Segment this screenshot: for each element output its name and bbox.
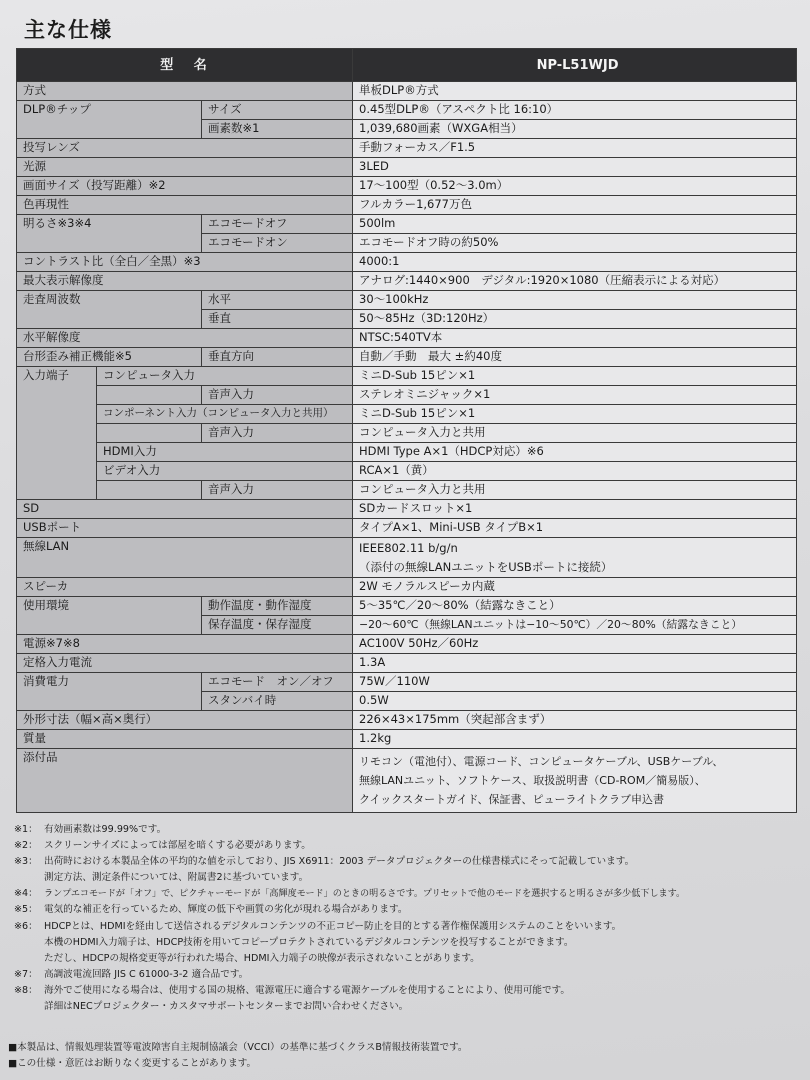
spec-label: USBポート xyxy=(17,519,353,538)
spec-sublabel: 動作温度・動作湿度 xyxy=(202,597,353,616)
spec-label: 走査周波数 xyxy=(17,291,202,329)
footnote-text: ランプエコモードが「オフ」で、ピクチャーモードが「高輝度モード」のときの明るさです。プリセットで他のモードを選択すると明るさが多少低下します。 xyxy=(44,889,686,900)
spec-header-row xyxy=(17,49,797,82)
header-model-number: NP-L51WJD xyxy=(353,49,797,82)
spec-sublabel: サイズ xyxy=(202,101,353,120)
spec-value: コンピュータ入力と共用 xyxy=(353,481,797,500)
spec-row xyxy=(17,481,797,500)
spec-value: 50〜85Hz（3D:120Hz） xyxy=(353,310,797,329)
footnote-mark: ※4： xyxy=(14,888,38,900)
spec-value: 1.2kg xyxy=(353,730,797,749)
spec-value: 自動／手動 最大 ±約40度 xyxy=(353,348,797,367)
spec-row xyxy=(17,749,797,813)
spec-row xyxy=(17,711,797,730)
spec-value-line: 無線LANユニット、ソフトケース、取扱説明書（CD-ROM／簡易版）、 xyxy=(359,774,706,787)
footnote-mark: ※1： xyxy=(14,824,38,835)
spec-label: 入力端子 xyxy=(17,367,97,500)
spec-label: 光源 xyxy=(17,158,353,177)
spec-group-label: ビデオ入力 xyxy=(97,462,353,481)
spec-value-line: （添付の無線LANユニットをUSBポートに接続） xyxy=(359,560,613,574)
spec-label: DLP®チップ xyxy=(17,101,202,139)
spec-value: 75W／110W xyxy=(353,673,797,692)
footnote-continued: ただし、HDCPの規格変更等が行われた場合、HDMI入力端子の映像が表示されないことがあります。 xyxy=(44,952,480,964)
spec-row xyxy=(17,386,797,405)
spec-row xyxy=(17,405,797,424)
spec-row xyxy=(17,673,797,692)
spec-group-label: HDMI入力 xyxy=(97,443,353,462)
spec-label: 最大表示解像度 xyxy=(17,272,353,291)
footnote-mark: ※8： xyxy=(14,984,38,996)
spec-value: AC100V 50Hz／60Hz xyxy=(353,635,797,654)
spec-label: 無線LAN xyxy=(17,538,353,578)
spec-value: 30〜100kHz xyxy=(353,291,797,310)
spec-group-label: コンピュータ入力 xyxy=(97,367,353,386)
footnote-text: 電気的な補正を行っているため、輝度の低下や画質の劣化が現れる場合があります。 xyxy=(44,904,408,916)
spec-row xyxy=(17,519,797,538)
spec-row xyxy=(17,272,797,291)
footnote xyxy=(14,838,804,854)
spec-row xyxy=(17,730,797,749)
spec-sublabel: 音声入力 xyxy=(202,386,353,405)
spec-row xyxy=(17,177,797,196)
spec-value: 5〜35℃／20〜80%（結露なきこと） xyxy=(353,597,797,616)
footnote-continued: 詳細はNECプロジェクター・カスタマサポートセンターまでお問い合わせください。 xyxy=(44,1001,409,1013)
spec-value-line: IEEE802.11 b/g/n xyxy=(359,541,458,555)
spec-row xyxy=(17,329,797,348)
spec-row xyxy=(17,291,797,310)
spec-group-label: コンポーネント入力（コンピュータ入力と共用） xyxy=(97,405,353,424)
spec-row xyxy=(17,500,797,519)
spec-row xyxy=(17,253,797,272)
footnote xyxy=(14,902,804,918)
spec-blank xyxy=(97,386,202,405)
footnote-mark: ※6： xyxy=(14,920,38,932)
spec-value: 1.3A xyxy=(353,654,797,673)
spec-label: 電源※7※8 xyxy=(17,635,353,654)
spec-row xyxy=(17,348,797,367)
footnote-continued: 測定方法、測定条件については、附属書2に基づいています。 xyxy=(44,872,309,884)
footnote-text: 高調波電流回路 JIS C 61000-3-2 適合品です。 xyxy=(44,968,249,980)
spec-sublabel: スタンバイ時 xyxy=(202,692,353,711)
spec-row xyxy=(17,158,797,177)
spec-sublabel: 音声入力 xyxy=(202,481,353,500)
footnote-continued: 本機のHDMI入力端子は、HDCP技術を用いてコピープロテクトされているデジタルコンテンツを投写することができます。 xyxy=(44,936,574,948)
header-model-name-label: 型 名 xyxy=(17,49,353,82)
spec-value: ステレオミニジャック×1 xyxy=(353,386,797,405)
spec-label: 台形歪み補正機能※5 xyxy=(17,348,202,367)
spec-label: 方式 xyxy=(17,82,353,101)
spec-value: アナログ:1440×900 デジタル:1920×1080（圧縮表示による対応） xyxy=(353,272,797,291)
footnote-text: HDCPとは、HDMIを経由して送信されるデジタルコンテンツの不正コピー防止を目的とする著作権保護用システムのことをいいます。 xyxy=(44,920,622,932)
spec-value: 3LED xyxy=(353,158,797,177)
spec-value: 手動フォーカス／F1.5 xyxy=(353,139,797,158)
footnote xyxy=(14,919,804,935)
spec-sublabel: エコモード オン／オフ xyxy=(202,673,353,692)
spec-label: 使用環境 xyxy=(17,597,202,635)
spec-value xyxy=(353,538,797,578)
spec-value: 単板DLP®方式 xyxy=(353,82,797,101)
spec-value xyxy=(353,749,797,813)
spec-row xyxy=(17,538,797,578)
spec-sublabel: 水平 xyxy=(202,291,353,310)
spec-value: 17〜100型（0.52〜3.0m） xyxy=(353,177,797,196)
spec-sublabel: 垂直方向 xyxy=(202,348,353,367)
spec-value: 0.5W xyxy=(353,692,797,711)
spec-value: フルカラー1,677万色 xyxy=(353,196,797,215)
spec-row xyxy=(17,215,797,234)
spec-table xyxy=(16,48,797,813)
spec-value: HDMI Type A×1（HDCP対応）※6 xyxy=(353,443,797,462)
footnote xyxy=(14,822,804,838)
spec-row xyxy=(17,635,797,654)
spec-sublabel: エコモードオン xyxy=(202,234,353,253)
spec-label: 外形寸法（幅×高×奥行） xyxy=(17,711,353,730)
spec-label: 定格入力電流 xyxy=(17,654,353,673)
footer-notices xyxy=(8,1040,798,1072)
spec-label: 消費電力 xyxy=(17,673,202,711)
spec-sublabel: 保存温度・保存湿度 xyxy=(202,616,353,635)
footnote-text: 出荷時における本製品全体の平均的な値を示しており、JIS X6911：2003 データプロジェクターの仕様書様式にそって記載しています。 xyxy=(44,856,635,868)
spec-blank xyxy=(97,481,202,500)
spec-label: スピーカ xyxy=(17,578,353,597)
spec-value-line: リモコン（電池付）、電源コード、コンピュータケーブル、USBケーブル、 xyxy=(359,755,724,768)
spec-value: ミニD-Sub 15ピン×1 xyxy=(353,405,797,424)
spec-value: 4000:1 xyxy=(353,253,797,272)
spec-value-line: クイックスタートガイド、保証書、ピューライトクラブ申込書 xyxy=(359,793,664,806)
spec-row xyxy=(17,367,797,386)
spec-value: コンピュータ入力と共用 xyxy=(353,424,797,443)
footnote xyxy=(14,967,804,983)
spec-label: 質量 xyxy=(17,730,353,749)
spec-label: 色再現性 xyxy=(17,196,353,215)
spec-blank xyxy=(97,424,202,443)
spec-value: 500lm xyxy=(353,215,797,234)
footer-notice: ■本製品は、情報処理装置等電波障害自主規制協議会（VCCI）の基準に基づくクラスB情報技術装置です。 xyxy=(8,1042,468,1053)
spec-value: 1,039,680画素（WXGA相当） xyxy=(353,120,797,139)
page-title: 主な仕様 xyxy=(24,18,112,42)
spec-value: NTSC:540TV本 xyxy=(353,329,797,348)
footnote xyxy=(14,886,804,902)
spec-value: ミニD-Sub 15ピン×1 xyxy=(353,367,797,386)
footnote-mark: ※2： xyxy=(14,840,38,852)
footnote xyxy=(14,854,804,870)
footnote-mark: ※7： xyxy=(14,968,38,980)
footnote-text: スクリーンサイズによっては部屋を暗くする必要があります。 xyxy=(44,840,311,852)
spec-label: コントラスト比（全白／全黒）※3 xyxy=(17,253,353,272)
spec-value: エコモードオフ時の約50% xyxy=(353,234,797,253)
spec-label: 画面サイズ（投写距離）※2 xyxy=(17,177,353,196)
spec-label: SD xyxy=(17,500,353,519)
spec-row xyxy=(17,101,797,120)
footer-notice: ■この仕様・意匠はお断りなく変更することがあります。 xyxy=(8,1058,257,1069)
spec-row xyxy=(17,578,797,597)
spec-value: 0.45型DLP®（アスペクト比 16:10） xyxy=(353,101,797,120)
spec-row xyxy=(17,597,797,616)
spec-sublabel: 画素数※1 xyxy=(202,120,353,139)
spec-value: SDカードスロット×1 xyxy=(353,500,797,519)
spec-label: 水平解像度 xyxy=(17,329,353,348)
footnote-mark: ※5： xyxy=(14,904,38,916)
spec-row xyxy=(17,82,797,101)
spec-row xyxy=(17,139,797,158)
spec-row xyxy=(17,424,797,443)
spec-sublabel: 音声入力 xyxy=(202,424,353,443)
spec-value: 2W モノラルスピーカ内蔵 xyxy=(353,578,797,597)
spec-value: RCA×1（黄） xyxy=(353,462,797,481)
spec-label: 添付品 xyxy=(17,749,353,813)
spec-label: 明るさ※3※4 xyxy=(17,215,202,253)
spec-sublabel: エコモードオフ xyxy=(202,215,353,234)
spec-sublabel: 垂直 xyxy=(202,310,353,329)
spec-value: タイプA×1、Mini-USB タイプB×1 xyxy=(353,519,797,538)
footnote-text: 海外でご使用になる場合は、使用する国の規格、電源電圧に適合する電源ケーブルを使用することにより、使用可能です。 xyxy=(44,984,571,996)
spec-label: 投写レンズ xyxy=(17,139,353,158)
footnote-mark: ※3： xyxy=(14,856,38,868)
footnotes xyxy=(14,822,804,1015)
spec-row xyxy=(17,196,797,215)
spec-value: −20〜60℃（無線LANユニットは−10〜50℃）／20〜80%（結露なきこと） xyxy=(353,616,797,635)
spec-row xyxy=(17,462,797,481)
footnote xyxy=(14,983,804,999)
footnote-text: 有効画素数は99.99%です。 xyxy=(44,824,167,835)
spec-row xyxy=(17,443,797,462)
spec-value: 226×43×175mm（突起部含まず） xyxy=(353,711,797,730)
spec-row xyxy=(17,654,797,673)
